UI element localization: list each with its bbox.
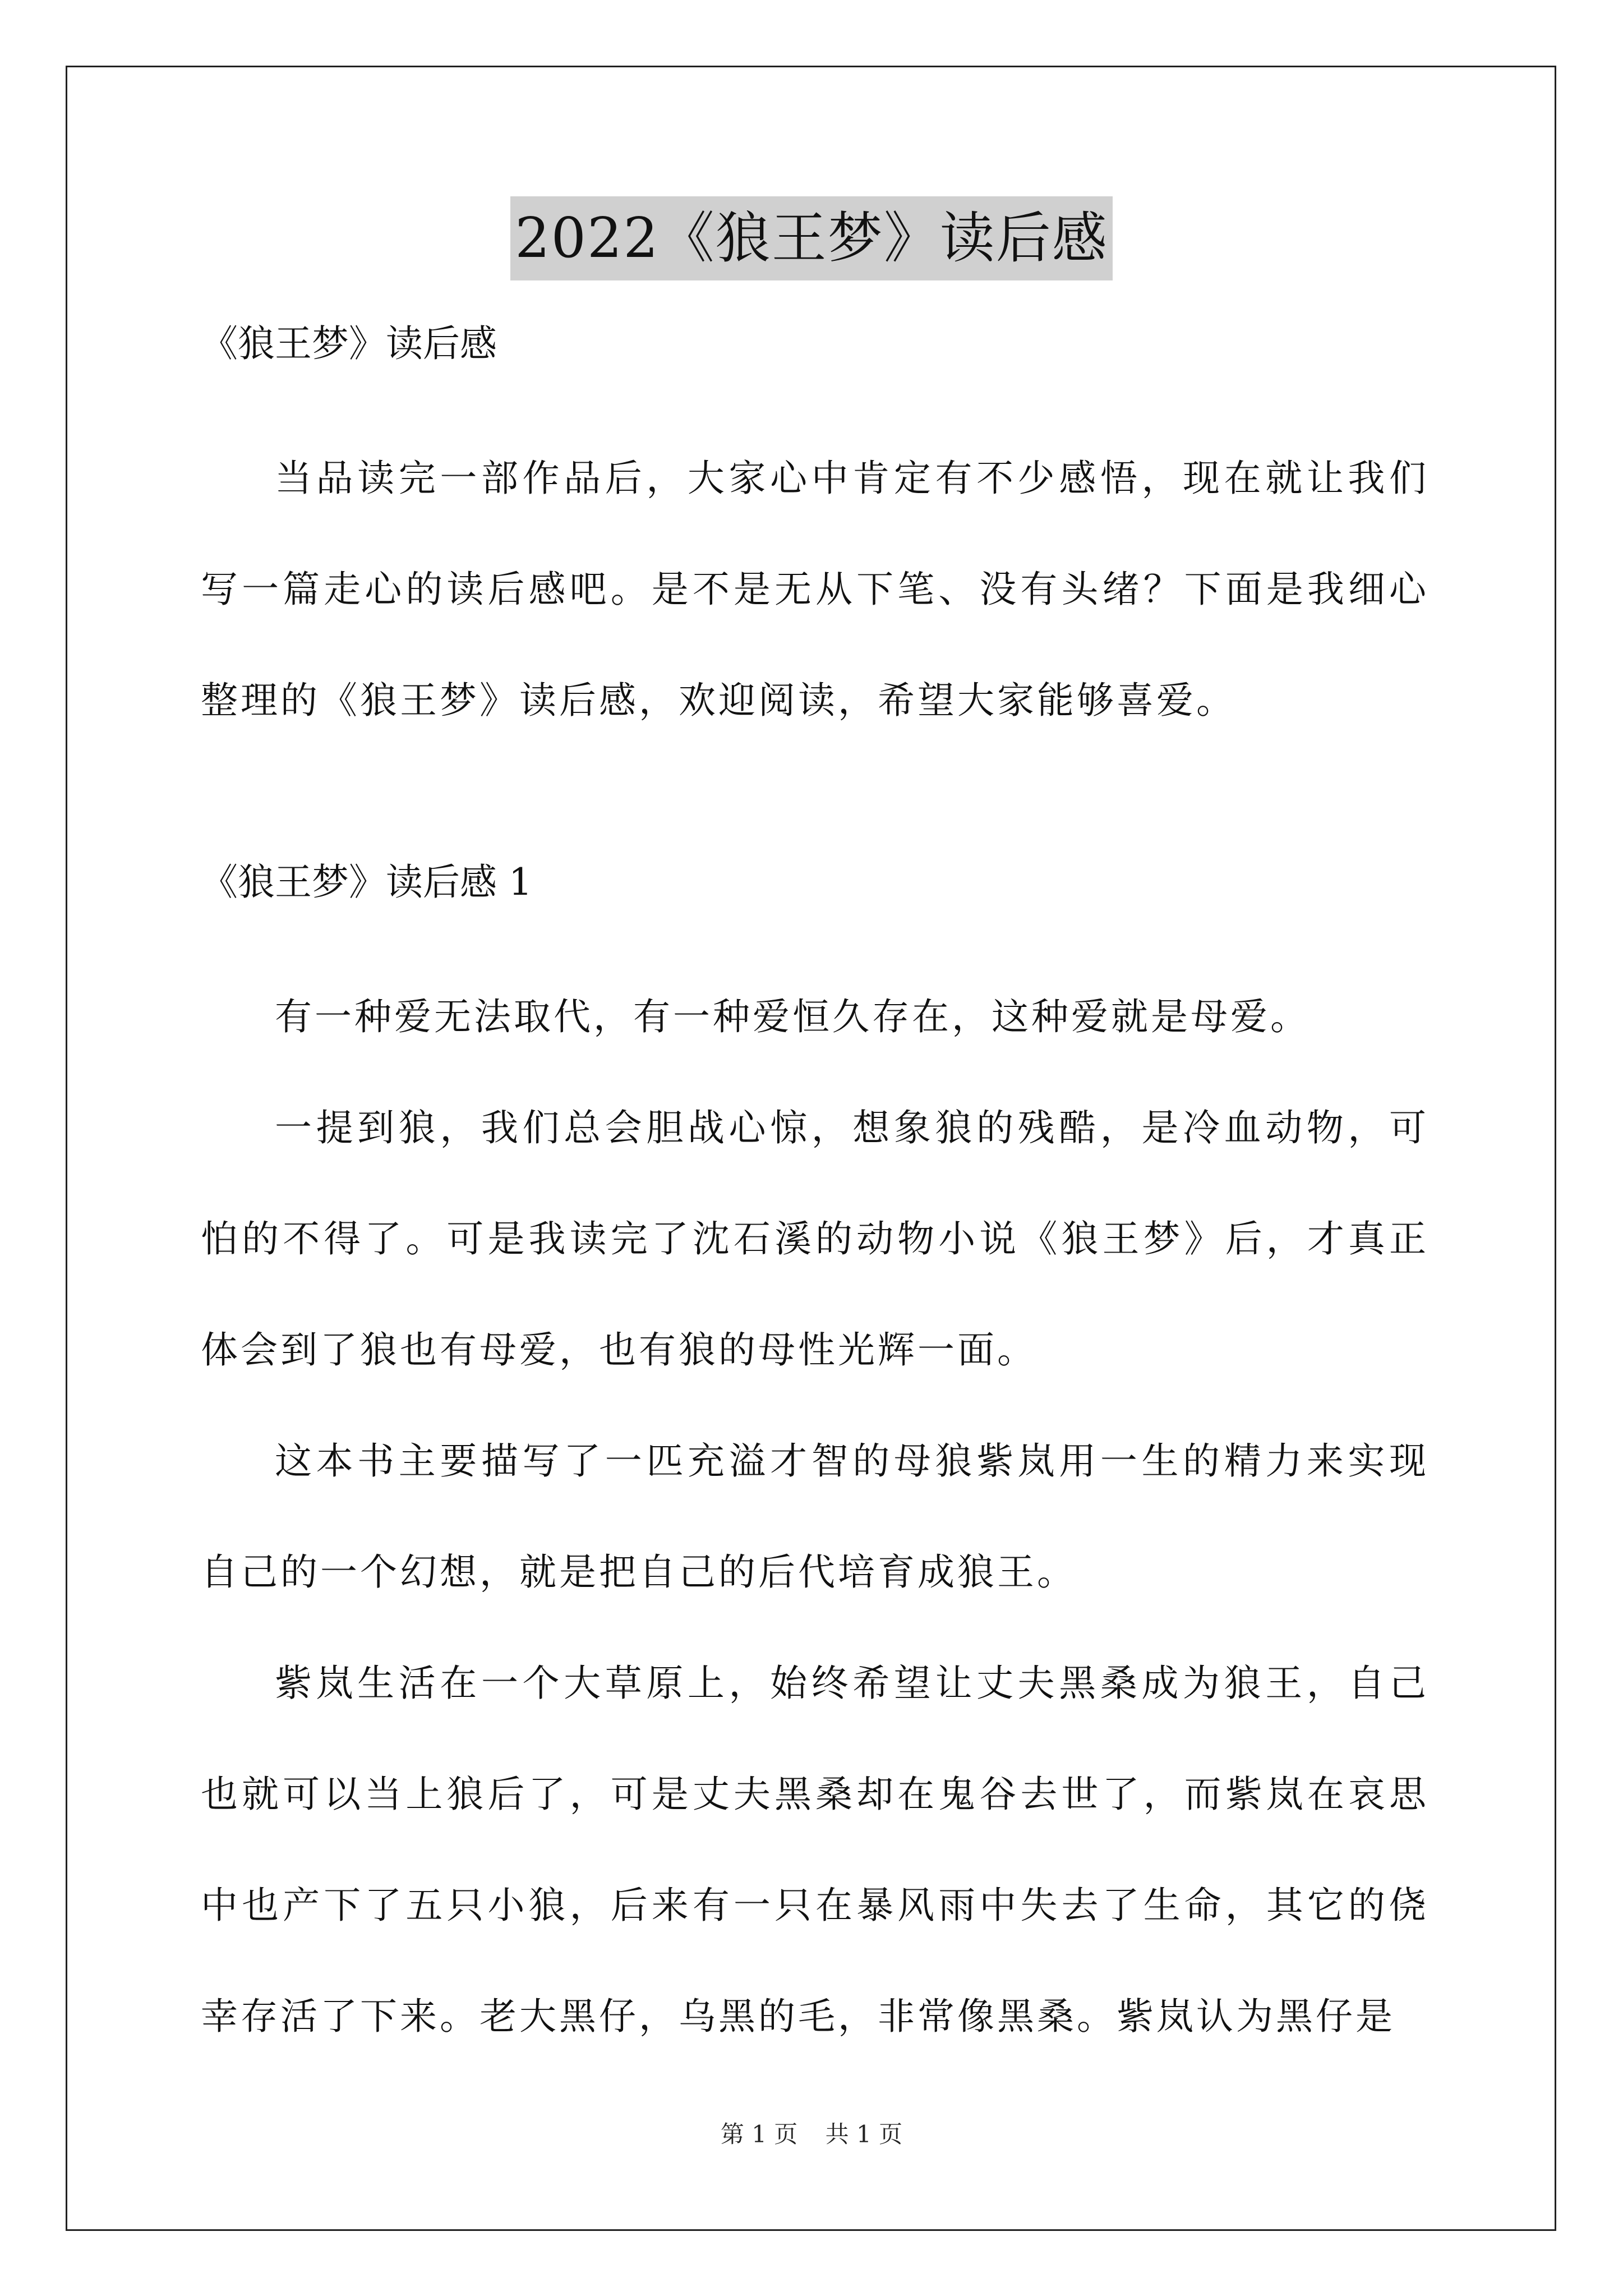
spacer bbox=[201, 369, 1429, 423]
body-paragraph: 紫岚生活在一个大草原上，始终希望让丈夫黑桑成为狼王，自己也就可以当上狼后了，可是丈夫黑桑却在鬼谷去世了，而紫岚在哀思中也产下了五只小狼，后来有一只在暴风雨中失去了生命，其它的侥幸存活了下来。老大黑仔，乌黑的毛，非常像黑桑。紫岚认为黑仔是 bbox=[201, 1662, 1429, 2038]
document-body bbox=[201, 303, 1429, 2072]
page-footer bbox=[0, 2118, 1623, 2151]
intro-paragraph: 当品读完一部作品后，大家心中肯定有不少感悟，现在就让我们写一篇走心的读后感吧。是不是无从下笔、没有头绪？下面是我细心整理的《狼王梦》读后感，欢迎阅读，希望大家能够喜爱。 bbox=[201, 457, 1429, 722]
body-paragraph: 有一种爱无法取代，有一种爱恒久存在，这种爱就是母爱。 bbox=[275, 995, 1310, 1038]
section-heading: 《狼王梦》读后感 1 bbox=[201, 861, 532, 904]
document-title: 2022《狼王梦》读后感 bbox=[510, 196, 1112, 280]
page-number: 第 1 页 bbox=[720, 2120, 798, 2148]
intro-heading: 《狼王梦》读后感 bbox=[201, 322, 497, 365]
spacer bbox=[201, 908, 1429, 961]
page-total: 共 1 页 bbox=[825, 2120, 903, 2148]
body-paragraph: 这本书主要描写了一匹充溢才智的母狼紫岚用一生的精力来实现自己的一个幻想，就是把自己的后代培育成狼王。 bbox=[201, 1439, 1429, 1594]
body-paragraph: 一提到狼，我们总会胆战心惊，想象狼的残酷，是冷血动物，可怕的不得了。可是我读完了沈石溪的动物小说《狼王梦》后，才真正体会到了狼也有母爱，也有狼的母性光辉一面。 bbox=[201, 1106, 1429, 1372]
title-container bbox=[0, 196, 1623, 280]
